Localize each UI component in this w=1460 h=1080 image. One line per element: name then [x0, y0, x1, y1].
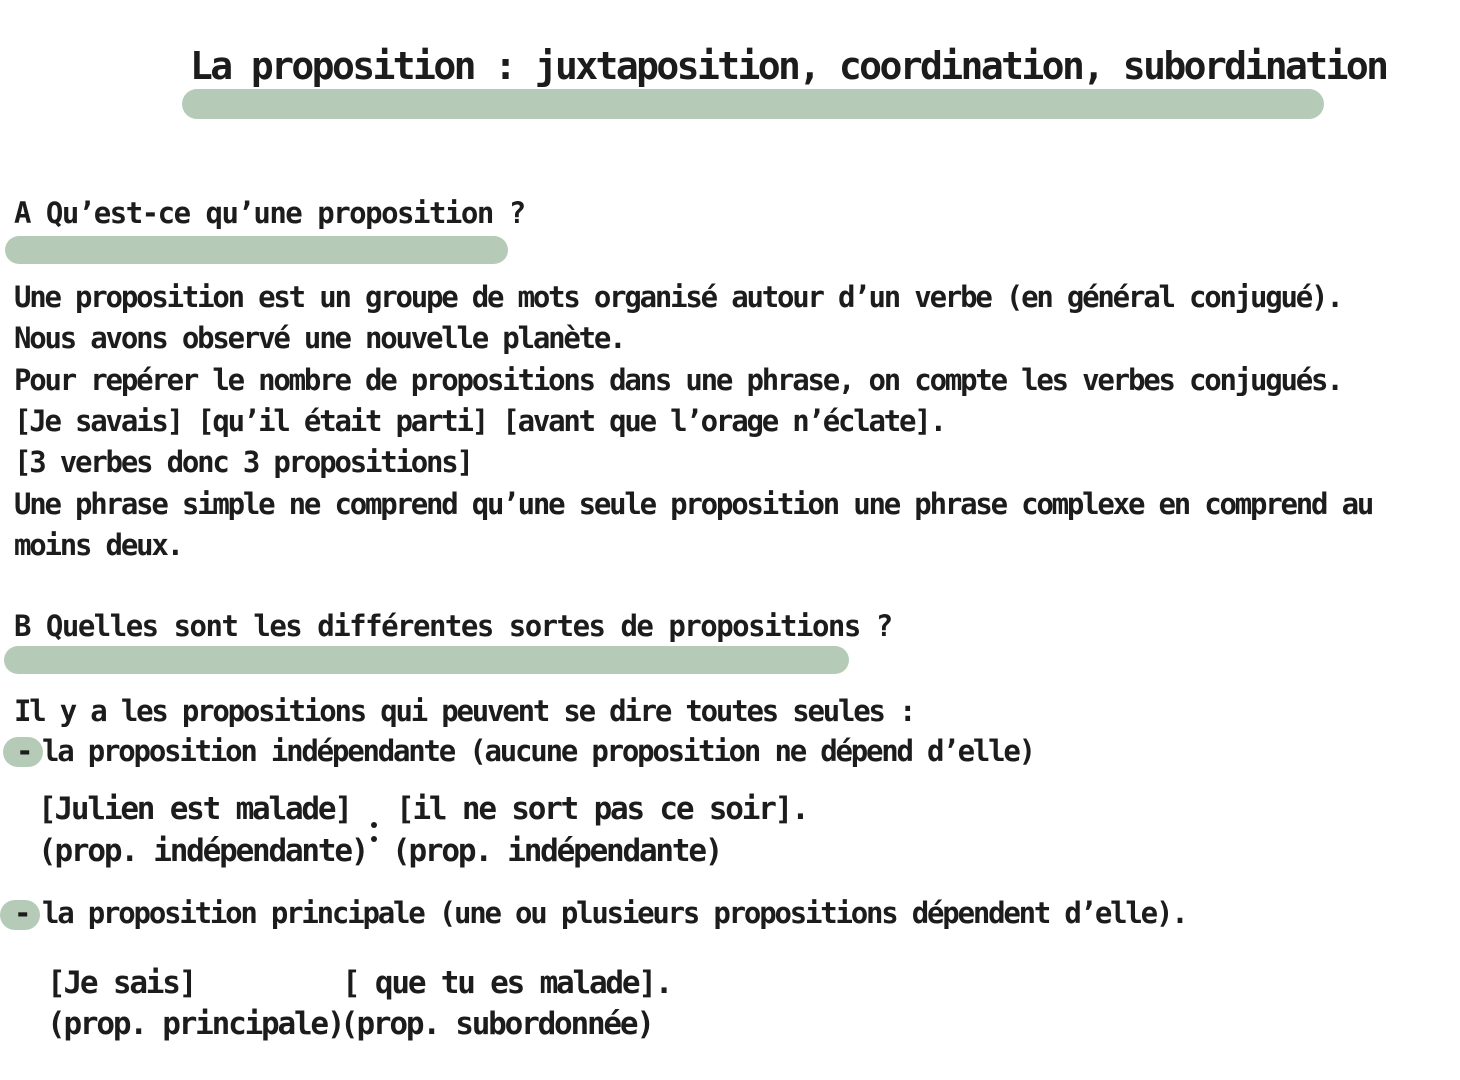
section-a-line: Une proposition est un groupe de mots organisé autour d’un verbe (en général conjugué).	[14, 280, 1342, 314]
example-clause: [Julien est malade]	[38, 791, 351, 827]
section-a-heading: A Qu’est-ce qu’une proposition ?	[14, 196, 525, 230]
example-label: (prop. indépendante)	[38, 833, 368, 869]
title-highlight	[182, 89, 1324, 119]
independent-clause-item: la proposition indépendante (aucune proposition ne dépend d’elle)	[42, 734, 1034, 768]
section-a-line: Nous avons observé une nouvelle planète.	[14, 321, 625, 355]
section-a-line: Une phrase simple ne comprend qu’une seule proposition une phrase complexe en comprend au	[14, 487, 1373, 521]
section-b-highlight	[4, 646, 849, 674]
section-b-heading: B Quelles sont les différentes sortes de propositions ?	[14, 609, 892, 643]
bullet-dash: -	[14, 896, 30, 930]
example-label: (prop. principale)	[47, 1006, 344, 1042]
colon-dot-bottom	[371, 836, 377, 842]
example-clause: [ que tu es malade].	[342, 965, 672, 1001]
page-title: La proposition : juxtaposition, coordination, subordination	[190, 44, 1387, 88]
example-clause: [Je sais]	[47, 965, 196, 1001]
section-a-line: Pour repérer le nombre de propositions dans une phrase, on compte les verbes conjugués.	[14, 363, 1342, 397]
section-a-line: [Je savais] [qu’il était parti] [avant que l’orage n’éclate].	[14, 404, 945, 438]
colon-dot-top	[371, 822, 377, 828]
example-label: (prop. subordonnée)	[340, 1006, 653, 1042]
main-clause-item: la proposition principale (une ou plusieurs propositions dépendent d’elle).	[42, 896, 1187, 930]
section-b-intro: Il y a les propositions qui peuvent se dire toutes seules :	[14, 694, 915, 728]
example-clause: [il ne sort pas ce soir].	[396, 791, 808, 827]
example-label: (prop. indépendante)	[392, 833, 722, 869]
bullet-dash: -	[16, 734, 32, 768]
section-a-line: [3 verbes donc 3 propositions]	[14, 445, 472, 479]
section-a-line: moins deux.	[14, 528, 182, 562]
section-a-highlight	[5, 236, 508, 264]
